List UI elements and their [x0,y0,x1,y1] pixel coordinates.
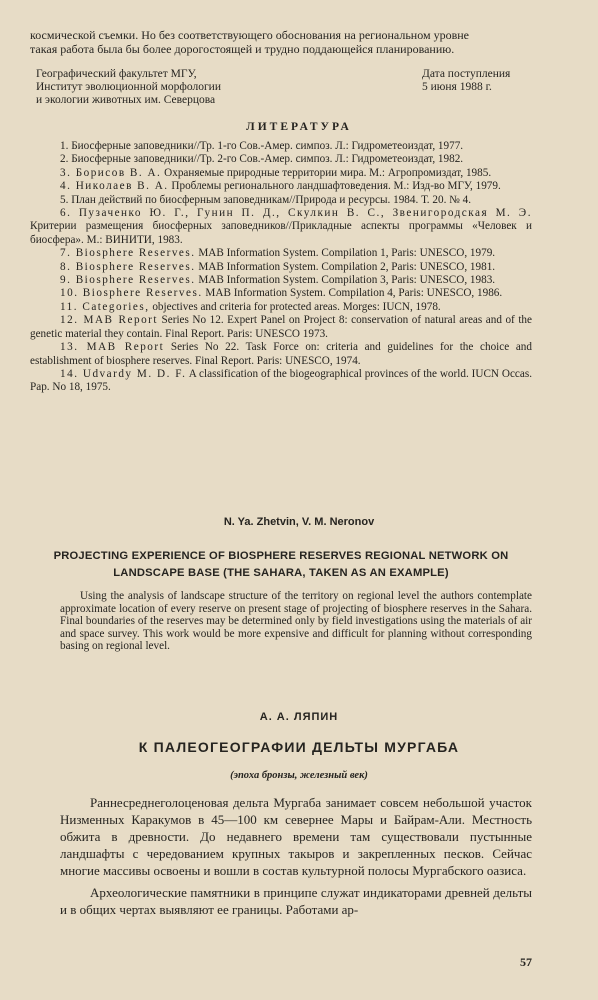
reference-item [30,180,532,193]
affiliation-line: Институт эволюционной морфологии [36,81,221,93]
russian-article-title: К ПАЛЕОГЕОГРАФИИ ДЕЛЬТЫ МУРГАБА [138,739,460,755]
reference-author: 8. Biosphere Reserves. [60,260,196,273]
reference-item [30,140,532,153]
received-label: Дата поступления [422,68,511,80]
reference-text: 1. Биосферные заповедники//Тр. 1-го Сов.-Амер. симпоз. Л.: Гидрометеоиздат, 1977. [60,140,464,152]
reference-author: 4. Николаев В. А. [60,180,169,193]
reference-item [30,207,532,247]
affiliation-line: Географический факультет МГУ, [36,68,197,80]
affiliation-line: и экологии животных им. Северцова [36,94,216,106]
text-line: такая работа была бы более дорогостоящей и трудно поддающейся планированию. [30,42,455,56]
reference-text: Series No 22. Task Force on: criteria and guidelines for the choice and establishment of biosphere reserves. Final Report. Paris: UNESCO, 1974. [30,341,532,367]
reference-item [30,368,532,395]
reference-author: 6. Пузаченко Ю. Г., Гунин П. Д., Скулкин В. С., Звенигородская М. Э. [60,207,532,220]
reference-item [30,314,532,341]
reference-author: 12. MAB Report [60,314,158,327]
author-affiliation [36,68,221,107]
reference-text: Критерии размещения биосферных заповедников//Прикладные аспекты программы «Человек и биосфера». М.: ВИНИТИ, 1983. [30,220,532,246]
reference-text: 2. Биосферные заповедники//Тр. 2-го Сов.-Амер. симпоз. Л.: Гидрометеоиздат, 1982. [60,153,464,166]
reference-text: MAB Information System. Compilation 3, Paris: UNESCO, 1983. [195,274,496,287]
reference-author: 3. Борисов В. А. [60,166,162,179]
reference-author: 13. MAB Report [60,341,165,354]
page-number: 57 [520,955,532,969]
reference-text: Series No 12. Expert Panel on Project 8: conservation of natural areas and of the genetic material they contain. Final Report. Paris: UNESCO 1973. [30,314,532,340]
reference-text: MAB Information System. Compilation 4, Paris: UNESCO, 1986. [202,287,503,300]
reference-item [30,167,532,180]
russian-article-author: А. А. ЛЯПИН [259,711,339,723]
reference-item [30,287,532,300]
reference-text: MAB Information System. Compilation 2, Paris: UNESCO, 1981. [195,260,496,273]
received-value: 5 июня 1988 г. [422,81,492,93]
reference-author: 14. Udvardy M. D. F. [60,367,187,380]
english-article-authors: N. Ya. Zhetvin, V. M. Neronov [223,516,375,528]
reference-item [30,301,532,314]
received-date [422,68,510,94]
reference-text: MAB Information System. Compilation 1, Paris: UNESCO, 1979. [195,247,496,260]
reference-author: 9. Biosphere Reserves. [60,274,196,287]
reference-item [30,274,532,287]
reference-author: 10. Biosphere Reserves. [60,287,203,300]
russian-article-subtitle: (эпоха бронзы, железный век) [230,770,368,781]
reference-item [30,194,532,207]
reference-author: 7. Biosphere Reserves. [60,247,196,260]
english-abstract: Using the analysis of landscape structure of the territory on regional level the authors contemplate approximate location of every reserve on present stage of projecting of biosphere reserves in the Sahara. Final boundaries of the reserves may be determined only by field investigations using the materials of air and space survey. This work would be more expensive and difficult for planning without corresponding basing on regional level. [60,590,532,653]
reference-item [30,341,532,368]
reference-text: Охраняемые природные территории мира. М.: Агропромиздат, 1985. [161,166,492,179]
reference-item [30,153,532,166]
continued-paragraph [30,28,532,56]
body-paragraph: Раннесреднеголоценовая дельта Мургаба занимает совсем небольшой участок Низменных Каракумов в 45—100 км севернее Мары и Байрам-Али. Местность обжита в древности. До недавнего времени там существовали пустынные ландшафты с чередованием крупных такыров и закрепленных песков. Сейчас многие массивы освоены и вошли в состав культурной полосы Мургабского оазиса. [60,795,532,878]
reference-author: 11. Categories, [60,300,150,313]
body-paragraph: Археологические памятники в принципе служат индикаторами древней дельты и в общих чертах выявляют ее границы. Работами ар- [60,885,532,917]
text-line: космической съемки. Но без соответствующего обоснования на региональном уровне [30,28,470,42]
reference-text: A classification of the biogeographical provinces of the world. IUCN Occas. Pap. No 18, 1975. [30,367,532,394]
english-article-title: PROJECTING EXPERIENCE OF BIOSPHERE RESERVES REGIONAL NETWORK ON LANDSCAPE BASE (THE SAHARA, TAKEN AS AN EXAMPLE) [53,550,509,579]
reference-text: Проблемы регионального ландшафтоведения. М.: Изд-во МГУ, 1979. [168,180,501,193]
reference-list [30,140,532,395]
reference-text: 5. План действий по биосферным заповедникам//Природа и ресурсы. 1984. Т. 20. № 4. [60,193,472,206]
reference-item [30,247,532,260]
reference-text: objectives and criteria for protected areas. Morges: IUCN, 1978. [149,300,441,313]
reference-item [30,261,532,274]
literature-heading: ЛИТЕРАТУРА [246,121,352,133]
